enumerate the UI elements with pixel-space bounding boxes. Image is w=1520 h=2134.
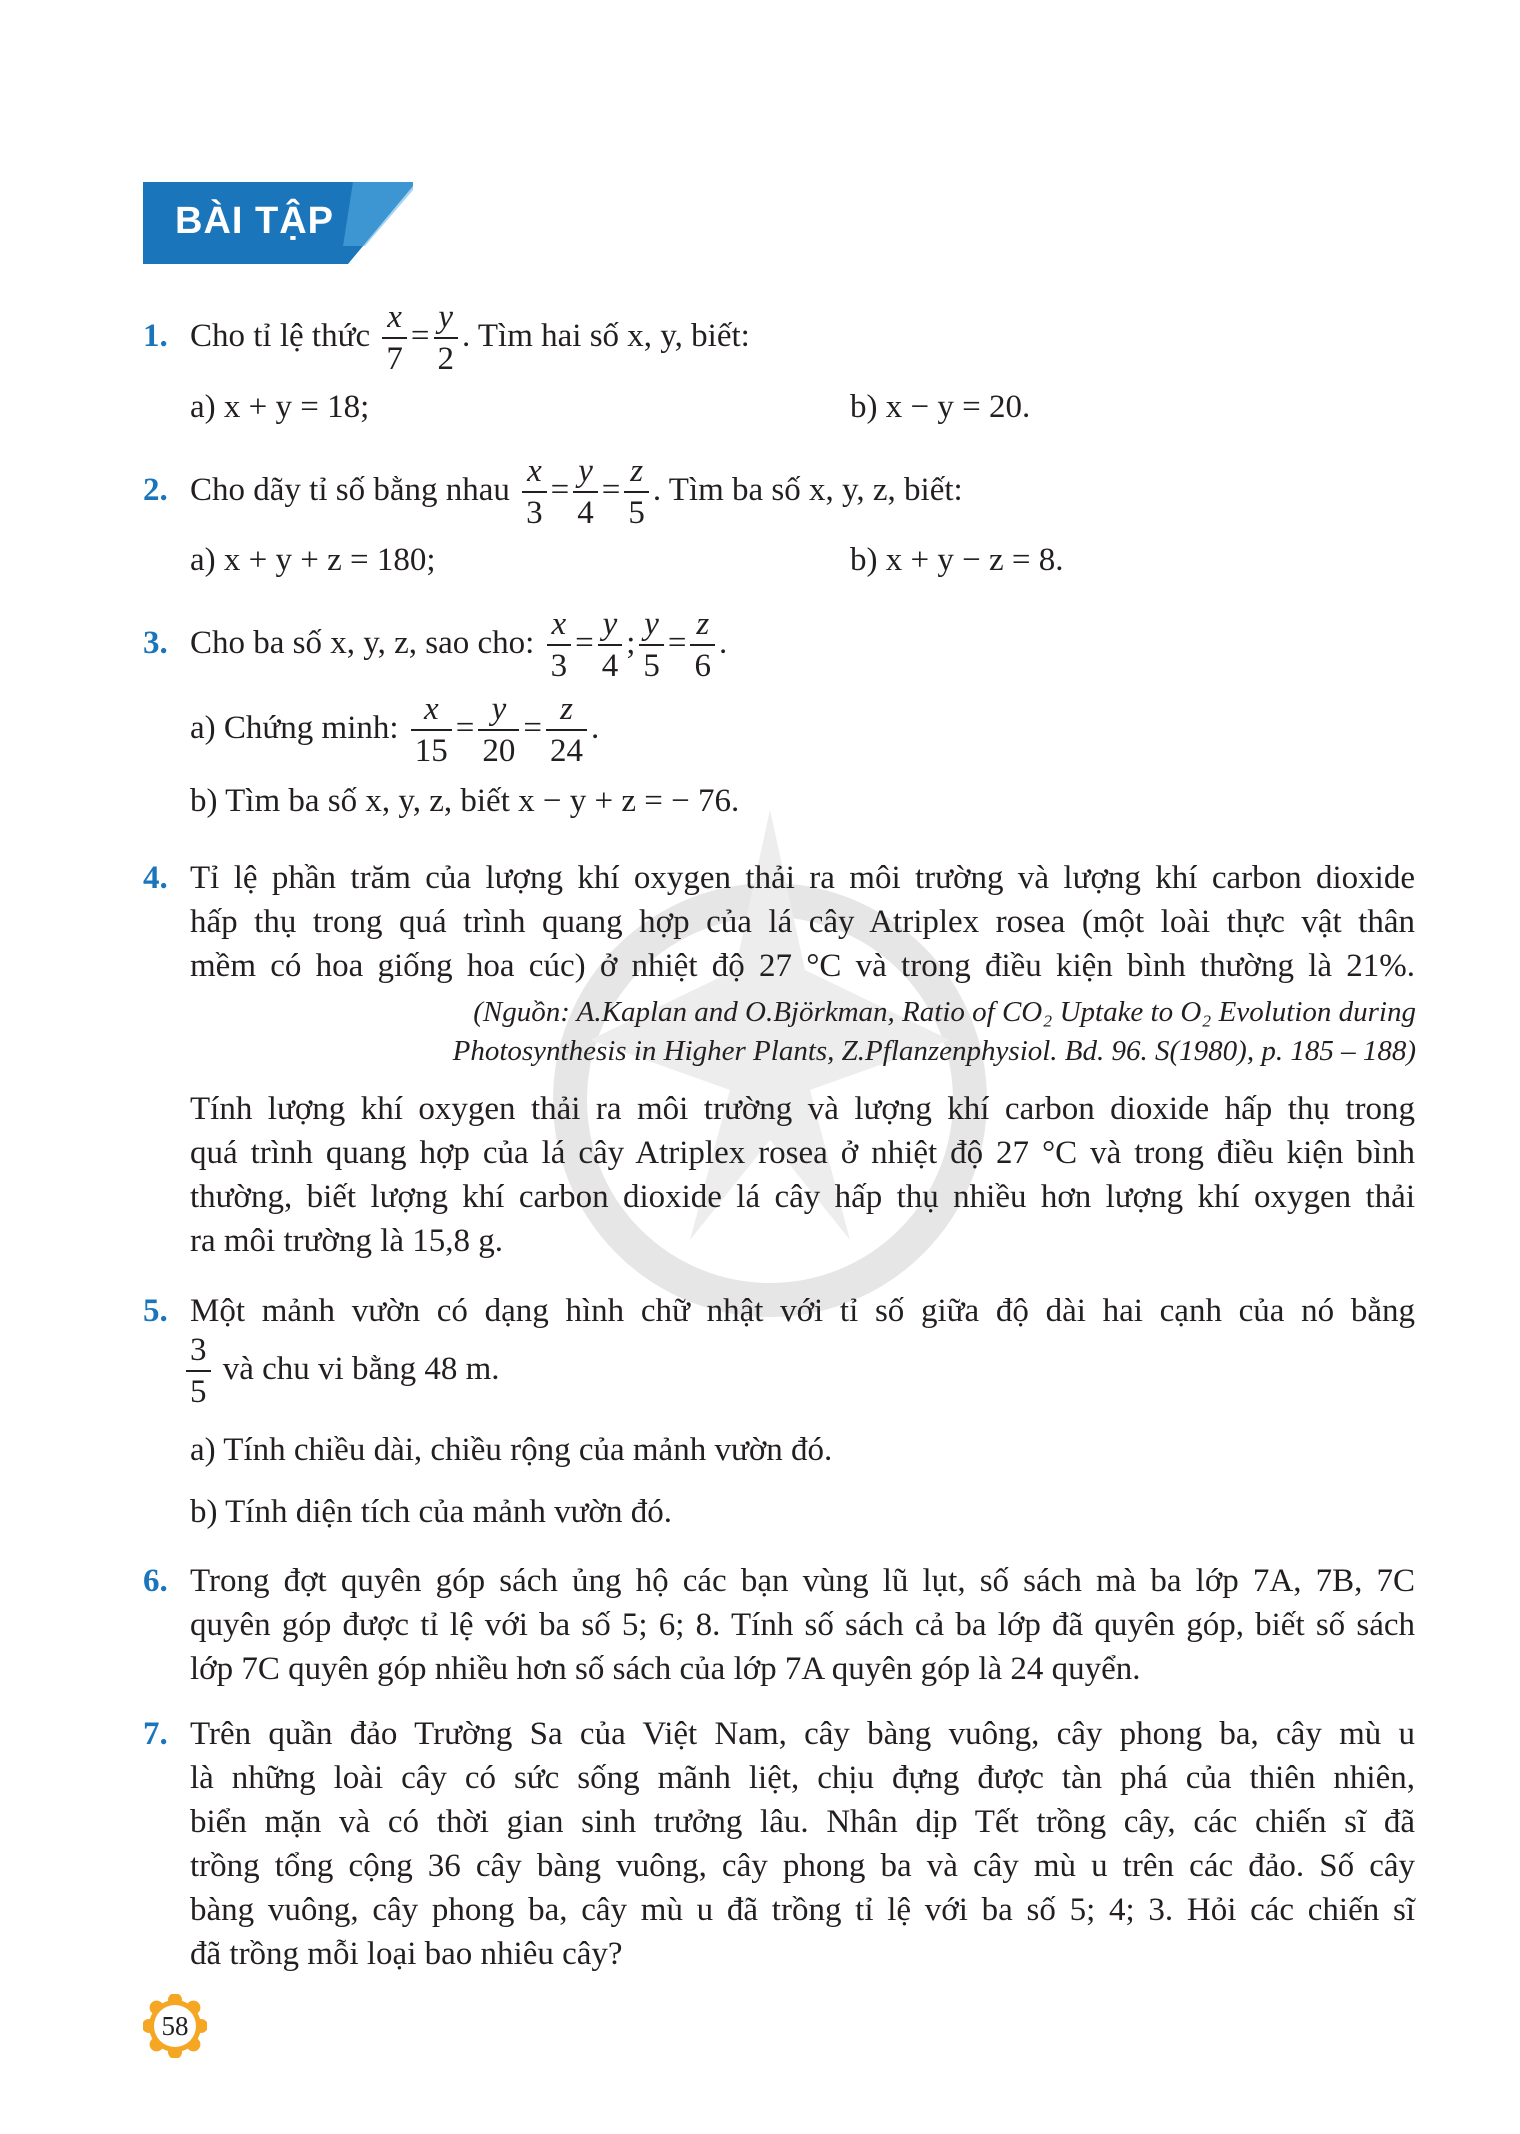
exercise-1-lead: Cho tỉ lệ thức bbox=[190, 318, 371, 354]
exercise-number: 4. bbox=[143, 860, 168, 896]
textbook-page: BÀI TẬP 1. Cho tỉ lệ thức $\frac{x}{7}$ = $\frac{y}{2}$ . Tìm hai số x, y, biết: a) x + y = 18; b) x − y = 20. 2. Cho dãy tỉ số bằng nhau $\frac{x}{3}$ = $\frac{y}{4}$ = $\frac{z}{5}$ . Tìm ba số x, y, z, biết: a) x + y + z = 180; b) x + y − z = 8. 3. Cho ba số x, y, z, sao cho: $\frac{x}{3}$ = $\frac{y}{4}$ ; $\frac{y}{5}$ = $\frac{z}{6}$ . a) Chứng minh: $\frac{x}{15}$ = $\frac{y}{20}$ = $\frac{z}{24}$ . b) Tìm ba số x, y, z, biết x − y + z = − 76. 4. Tỉ lệ phần trăm của lượng khí oxygen thải ra môi trường và lượng khí carbon dioxide hấp thụ trong quá trình quang hợp của lá cây Atriplex rosea (một loài thực vật thân mềm có hoa giống hoa cúc) ở nhiệt độ 27 °C và trong điều kiện bình thường là 21%. (Nguồn: A.Kaplan and O.Björkman, Ratio of CO₂ Uptake to O₂ Evolution during Photosynthesis in Higher Plants, Z.Pflanzenphysiol. Bd. 96. S(1980), p. 185 – 188) Tính lượng khí oxygen thải ra môi trường và lượng khí carbon dioxide hấp thụ trong quá trình quang hợp của lá cây Atriplex rosea ở nhiệt độ 27 °C và trong điều kiện bình thường, biết lượng khí carbon dioxide lá cây hấp thụ nhiều hơn lượng khí oxygen thải ra môi trường là 15,8 g. 5. Một mảnh vườn có dạng hình chữ nhật với tỉ số giữa độ dài hai cạnh của nó bằng $\frac{3}{5}$ và chu vi bằng 48 m. a) Tính chiều dài, chiều rộng của mảnh vườn đó. b) Tính diện tích của mảnh vườn đó. 6. Trong đợt quyên góp sách ủng hộ các bạn vùng lũ lụt, số sách mà ba lớp 7A, 7B, 7C quyên góp được tỉ lệ với ba số 5; 6; 8. Tính số sách cả ba lớp đã quyên góp, biết số sách lớp 7C quyên góp nhiều hơn số sách của lớp 7A quyên góp là 24 quyển. 7. Trên quần đảo Trường Sa của Việt Nam, cây bàng vuông, cây phong ba, cây mù u là những loài cây có sức sống mãnh liệt, chịu đựng được tàn phá của thiên nhiên, biển mặn và có thời gian sinh trưởng lâu. Nhân dịp Tết trồng cây, các chiến sĩ đã trồng tổng cộng 36 cây bàng vuông, cây phong ba và cây mù u trên các đảo. Số cây bàng vuông, cây phong ba, cây mù u đã trồng tỉ lệ với ba số 5; 4; 3. Hỏi các chiến sĩ đã trồng mỗi loại bao nhiêu cây? 58 bbox=[0, 0, 1520, 2134]
text-line: ra môi trường là 15,8 g. bbox=[190, 1223, 504, 1259]
fraction: $\frac{3}{5}$ bbox=[186, 1330, 211, 1412]
fraction: $\frac{z}{6}$ bbox=[690, 604, 715, 686]
exercise-number: 3. bbox=[143, 625, 168, 661]
exercise-1-tail: . Tìm hai số x, y, biết: bbox=[462, 318, 750, 354]
exercise-number: 7. bbox=[143, 1716, 168, 1752]
text-line: Tỉ lệ phần trăm của lượng khí oxygen thải ra môi trường và lượng khí carbon dioxide bbox=[190, 860, 1415, 896]
text-line: Trong đợt quyên góp sách ủng hộ các bạn vùng lũ lụt, số sách mà ba lớp 7A, 7B, 7C bbox=[190, 1563, 1415, 1599]
exercise-2-lead: Cho dãy tỉ số bằng nhau bbox=[190, 472, 510, 508]
fraction: $\frac{z}{5}$ bbox=[624, 451, 649, 533]
fraction: $\frac{x}{15}$ bbox=[411, 689, 452, 771]
fraction: $\frac{y}{4}$ bbox=[573, 451, 598, 533]
fraction: $\frac{y}{20}$ bbox=[478, 689, 519, 771]
text-line: bàng vuông, cây phong ba, cây mù u đã trồng tỉ lệ với ba số 5; 4; 3. Hỏi các chiến sĩ bbox=[190, 1892, 1415, 1928]
exercise-2-b: b) x + y − z = 8. bbox=[850, 542, 1064, 578]
exercise-6-text bbox=[190, 1559, 1415, 1691]
source-citation-line-2: Photosynthesis in Higher Plants, Z.Pflanzenphysiol. Bd. 96. S(1980), p. 185 – 188) bbox=[452, 1035, 1416, 1067]
text-line: thường, biết lượng khí carbon dioxide lá cây hấp thụ nhiều hơn lượng khí oxygen thải bbox=[190, 1179, 1415, 1215]
section-title: BÀI TẬP bbox=[175, 200, 334, 242]
text-line: Trên quần đảo Trường Sa của Việt Nam, cây bàng vuông, cây phong ba, cây mù u bbox=[190, 1716, 1415, 1752]
fraction: $\frac{x}{7}$ bbox=[382, 297, 407, 379]
exercise-number: 6. bbox=[143, 1563, 168, 1599]
fraction: $\frac{y}{4}$ bbox=[598, 604, 623, 686]
text-line: đã trồng mỗi loại bao nhiêu cây? bbox=[190, 1936, 623, 1972]
fraction: $\frac{z}{24}$ bbox=[546, 689, 587, 771]
exercise-number: 1. bbox=[143, 318, 168, 354]
exercise-3-a-lead: a) Chứng minh: bbox=[190, 710, 399, 746]
source-citation-line-1: (Nguồn: A.Kaplan and O.Björkman, Ratio of CO₂ Uptake to O₂ Evolution during bbox=[473, 996, 1416, 1028]
exercise-1-a: a) x + y = 18; bbox=[190, 389, 370, 425]
exercise-4-text bbox=[190, 856, 1415, 988]
exercise-7-text bbox=[190, 1712, 1415, 1976]
exercise-2-a: a) x + y + z = 180; bbox=[190, 542, 436, 578]
text-line: mềm có hoa giống hoa cúc) ở nhiệt độ 27 °C và trong điều kiện bình thường là 21%. bbox=[190, 948, 1415, 984]
exercise-4-question bbox=[190, 1087, 1415, 1263]
text-line: là những loài cây có sức sống mãnh liệt, chịu đựng được tàn phá của thiên nhiên, bbox=[190, 1760, 1415, 1796]
exercise-number: 5. bbox=[143, 1293, 168, 1329]
fraction: $\frac{y}{5}$ bbox=[639, 604, 664, 686]
exercise-3-lead: Cho ba số x, y, z, sao cho: bbox=[190, 625, 535, 661]
exercise-5-line2: và chu vi bằng 48 m. bbox=[222, 1351, 500, 1387]
exercise-3-b: b) Tìm ba số x, y, z, biết x − y + z = − 76. bbox=[190, 783, 740, 819]
exercise-5-a: a) Tính chiều dài, chiều rộng của mảnh vườn đó. bbox=[190, 1432, 833, 1468]
fraction: $\frac{x}{3}$ bbox=[522, 451, 547, 533]
exercise-2-tail: . Tìm ba số x, y, z, biết: bbox=[652, 472, 963, 508]
text-line: biển mặn và có thời gian sinh trưởng lâu. Nhân dịp Tết trồng cây, các chiến sĩ đã bbox=[190, 1804, 1415, 1840]
text-line: hấp thụ trong quá trình quang hợp của lá cây Atriplex rosea (một loài thực vật thân bbox=[190, 904, 1415, 940]
text-line: lớp 7C quyên góp nhiều hơn số sách của lớp 7A quyên góp là 24 quyển. bbox=[190, 1651, 1141, 1687]
text-line: trồng tổng cộng 36 cây bàng vuông, cây phong ba và cây mù u trên các đảo. Số cây bbox=[190, 1848, 1415, 1884]
text-line: Tính lượng khí oxygen thải ra môi trường và lượng khí carbon dioxide hấp thụ trong bbox=[190, 1091, 1415, 1127]
page-number: 58 bbox=[161, 2011, 189, 2041]
text-line: quyên góp được tỉ lệ với ba số 5; 6; 8. Tính số sách cả ba lớp đã quyên góp, biết số sách bbox=[190, 1607, 1415, 1643]
text-line: quá trình quang hợp của lá cây Atriplex rosea ở nhiệt độ 27 °C và trong điều kiện bình bbox=[190, 1135, 1415, 1171]
exercise-1-b: b) x − y = 20. bbox=[850, 389, 1031, 425]
text-line: Một mảnh vườn có dạng hình chữ nhật với tỉ số giữa độ dài hai cạnh của nó bằng bbox=[190, 1293, 1415, 1329]
fraction: $\frac{x}{3}$ bbox=[547, 604, 572, 686]
fraction: $\frac{y}{2}$ bbox=[434, 297, 459, 379]
exercise-number: 2. bbox=[143, 472, 168, 508]
exercise-5-b: b) Tính diện tích của mảnh vườn đó. bbox=[190, 1494, 672, 1530]
